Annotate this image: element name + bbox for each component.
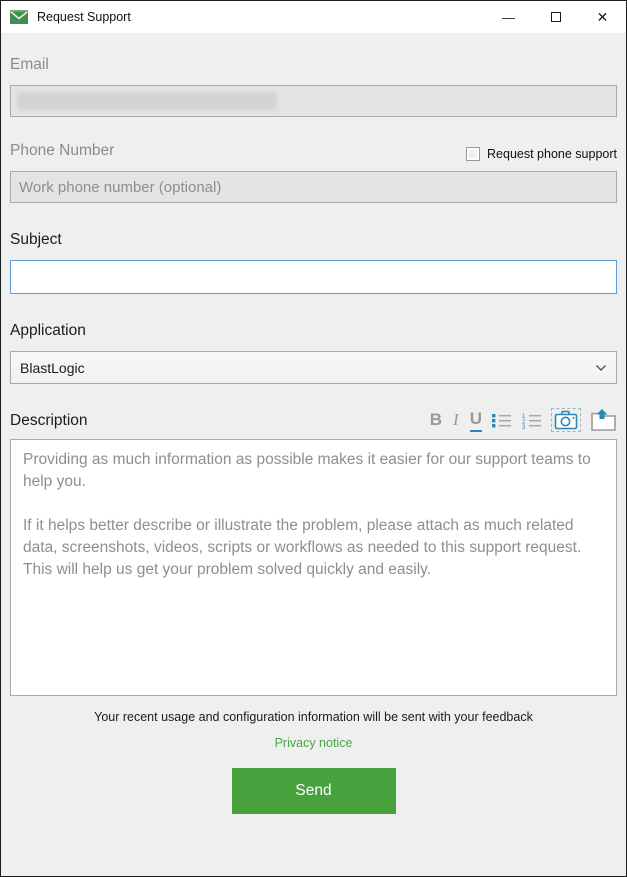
subject-label: Subject: [10, 231, 62, 248]
request-phone-support[interactable]: [466, 147, 617, 161]
window-title: Request Support: [37, 10, 131, 24]
italic-button[interactable]: I: [453, 410, 459, 429]
minimize-button[interactable]: —: [502, 9, 515, 25]
numbered-list-icon[interactable]: [521, 412, 542, 429]
phone-label-row: [10, 140, 617, 161]
description-header-row: [10, 408, 617, 432]
close-button[interactable]: ✕: [596, 8, 609, 25]
attach-file-icon[interactable]: [590, 408, 617, 432]
phone-label: Phone Number: [10, 142, 115, 159]
description-placeholder-1: Providing as much information as possible makes it easier for our support teams to help you.: [23, 451, 591, 490]
camera-icon: [554, 410, 578, 430]
form-content: [1, 54, 626, 877]
svg-text:3: 3: [522, 424, 526, 429]
request-phone-support-checkbox[interactable]: [466, 147, 480, 161]
send-button[interactable]: Send: [232, 768, 396, 814]
svg-text:2: 2: [522, 419, 526, 425]
bold-button[interactable]: B: [429, 410, 443, 429]
title-bar: [1, 1, 626, 33]
description-editor[interactable]: [10, 439, 617, 696]
privacy-notice-link[interactable]: Privacy notice: [274, 735, 353, 750]
request-phone-support-label: Request phone support: [487, 147, 617, 161]
screenshot-camera-button[interactable]: [551, 408, 581, 432]
bullet-list-icon[interactable]: [491, 412, 512, 429]
application-select[interactable]: [10, 351, 617, 384]
maximize-button[interactable]: [532, 1, 579, 33]
subject-input[interactable]: [10, 260, 617, 294]
email-label: Email: [10, 56, 49, 73]
chevron-down-icon: [595, 364, 607, 372]
email-field-wrap: [10, 85, 617, 117]
caption-buttons: [485, 1, 626, 33]
underline-button[interactable]: U: [470, 408, 482, 432]
application-selected-value: BlastLogic: [20, 359, 85, 376]
redacted-email-value: [17, 92, 277, 110]
description-placeholder-2: If it helps better describe or illustrate the problem, please attach as much related data, screenshots, videos, scripts or workflows as needed to this support request. This will help us get your problem solved quickly and easily.: [23, 517, 582, 578]
svg-text:1: 1: [522, 413, 526, 420]
usage-notice: Your recent usage and configuration information will be sent with your feedback: [94, 710, 533, 724]
maximize-icon: [551, 12, 561, 22]
formatting-toolbar: [430, 408, 617, 432]
description-label: Description: [10, 411, 88, 429]
application-label: Application: [10, 322, 86, 339]
envelope-icon: [10, 10, 28, 24]
phone-field: [10, 171, 617, 203]
